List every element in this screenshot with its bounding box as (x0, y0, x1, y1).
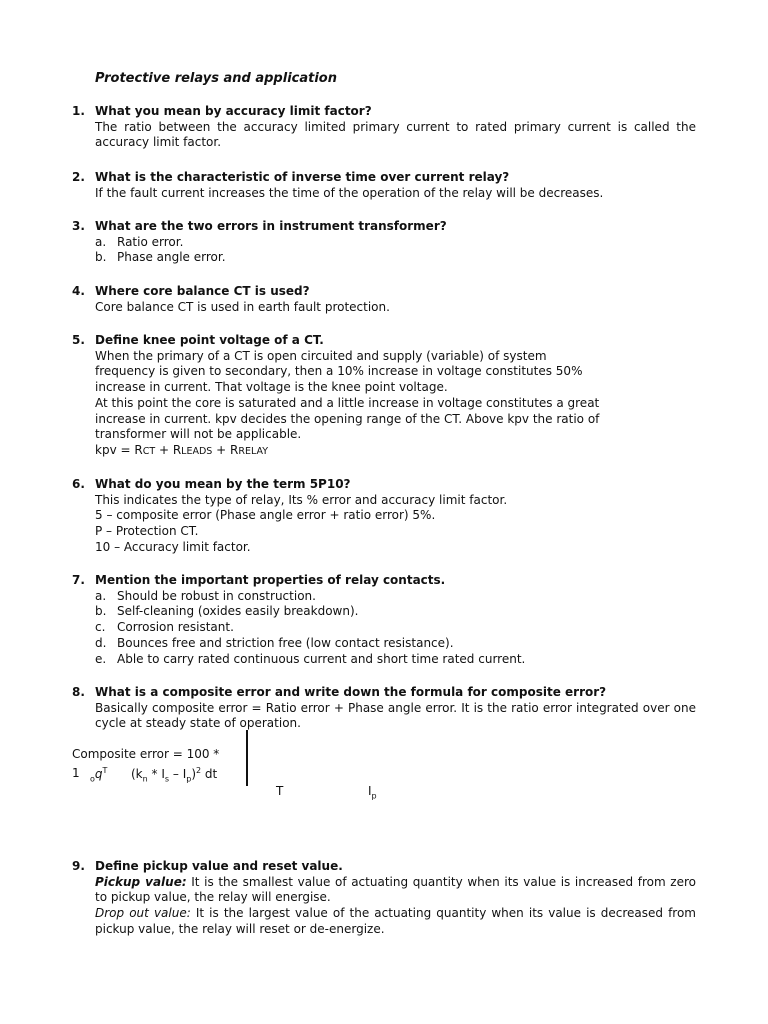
question-heading: 9. Define pickup value and reset value. (72, 859, 343, 873)
answer-text: The ratio between the accuracy limited primary current to rated primary current is called the accuracy limit factor. (95, 119, 696, 150)
answer-text: When the primary of a CT is open circuited and supply (variable) of system frequency is given to secondary, then a 10% increase in voltage constitutes 50% increase in current. That voltage is the knee point voltage. At this point the core is saturated and a little increase in voltage constitutes a great increase in current. kpv decides the opening range of the CT. Above kpv the ratio of transformer will not be applicable. kpv = RCT + RLEADS + RRELAY (95, 349, 696, 460)
answer-text: If the fault current increases the time of the operation of the relay will be decreases. (95, 185, 604, 200)
question-heading: 5. Define knee point voltage of a CT. (72, 333, 324, 347)
question-3 (72, 219, 696, 266)
question-8 (72, 685, 696, 732)
page-title: Protective relays and application (95, 71, 337, 86)
formula-integral: 1 $_oq^T$ $(k_n * I_s - I_p)^2$ dt (72, 766, 218, 784)
question-heading: 6. What do you mean by the term 5P10? (72, 477, 351, 491)
question-heading: 4. Where core balance CT is used? (72, 284, 310, 298)
formula-line: Composite error = 100 * (72, 747, 220, 761)
formula-expression: $(k_n * I_s - I_p)^2$ dt (131, 766, 218, 784)
list-item: c. Corrosion resistant. (95, 620, 234, 635)
dropout-definition: Drop out value: It is the largest value of the actuating quantity when its value is decreased from pickup value, the relay will reset or de-energize. (95, 906, 697, 936)
question-9 (72, 859, 696, 938)
question-heading: 2. What is the characteristic of inverse time over current relay? (72, 170, 510, 184)
question-4 (72, 284, 696, 315)
list-item: b. Self-cleaning (oxides easily breakdown). (95, 604, 359, 619)
list-item: e. Able to carry rated continuous current and short time rated current. (95, 651, 526, 666)
formula-primary-current: $I_p$ (368, 784, 377, 801)
question-heading: 3. What are the two errors in instrument transformer? (72, 219, 447, 233)
answer-text: Core balance CT is used in earth fault protection. (95, 299, 390, 314)
list-item: a. Should be robust in construction. (95, 588, 316, 603)
root-bar (246, 730, 248, 786)
list-item: a. Ratio error. (95, 234, 184, 249)
answer-list (95, 589, 696, 668)
question-heading: 1. What you mean by accuracy limit factor? (72, 104, 372, 118)
question-5 (72, 333, 696, 460)
question-1 (72, 104, 696, 151)
formula-period: T (276, 784, 284, 798)
pickup-definition: Pickup value: It is the smallest value of actuating quantity when its value is increased from zero to pickup value, the relay will energise. (95, 874, 696, 905)
list-item: d. Bounces free and striction free (low contact resistance). (95, 635, 454, 650)
question-2 (72, 170, 696, 201)
answer-text: Basically composite error = Ratio error + Phase angle error. It is the ratio error integrated over one cycle at steady state of operation. (95, 700, 696, 731)
integral-symbol: $_oq^T$ (90, 766, 108, 784)
answer-text: This indicates the type of relay, Its % error and accuracy limit factor. 5 – composite error (Phase angle error + ratio error) 5%. P – Protection CT. 10 – Accuracy limit factor. (95, 492, 508, 554)
question-heading: 7. Mention the important properties of relay contacts. (72, 573, 446, 587)
list-item: b. Phase angle error. (95, 250, 226, 265)
question-6 (72, 477, 696, 556)
composite-error-formula (72, 747, 472, 807)
kpv-formula: kpv = RCT + RLEADS + RRELAY (95, 442, 269, 457)
question-7 (72, 573, 696, 667)
answer-list (95, 235, 696, 266)
question-heading: 8. What is a composite error and write down the formula for composite error? (72, 685, 607, 699)
